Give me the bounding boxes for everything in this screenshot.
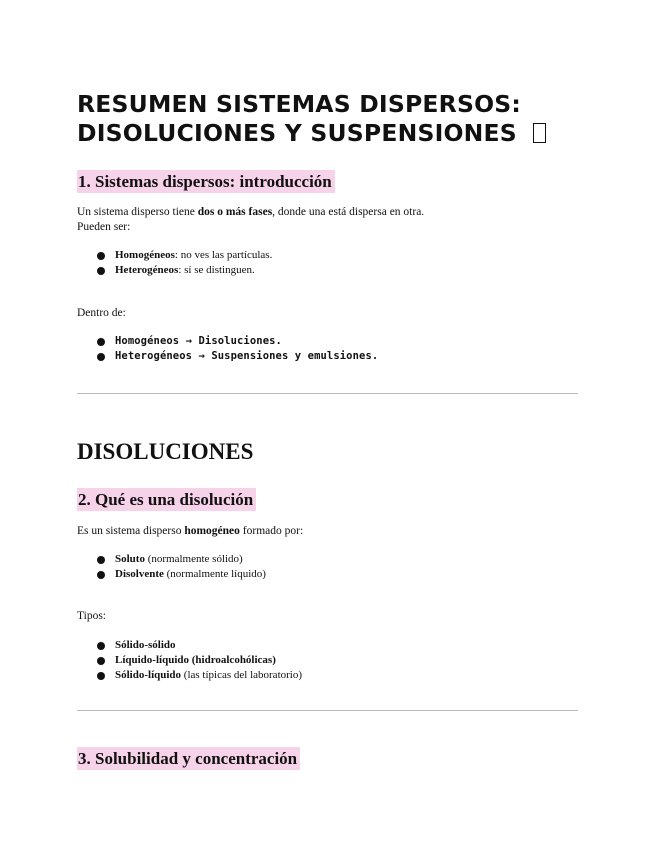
bullet-icon: [97, 267, 105, 275]
list-item: Sólido-líquido (las típicas del laboratorio): [77, 668, 302, 683]
section-2-list: [77, 552, 266, 582]
list-item: Sólido-sólido: [77, 638, 302, 653]
bullet-icon: [97, 672, 105, 680]
section-2-intro: Es un sistema disperso homogéneo formado por:: [77, 525, 304, 537]
list-item: Disolvente (normalmente líquido): [77, 567, 266, 582]
divider: [77, 393, 578, 394]
bullet-icon: [97, 642, 105, 650]
section-1-intro: Un sistema disperso tiene dos o más fases, donde una está dispersa en otra. Pueden ser:: [77, 206, 425, 233]
bullet-icon: [97, 556, 105, 564]
section-2-heading: 2. Qué es una disolución: [77, 488, 256, 511]
list-item: Soluto (normalmente sólido): [77, 552, 266, 567]
bullet-icon: [97, 338, 105, 346]
disoluciones-heading: DISOLUCIONES: [77, 439, 254, 464]
bullet-icon: [97, 657, 105, 665]
dentro-de-label: Dentro de:: [77, 307, 126, 319]
emoji-placeholder-icon: [533, 123, 546, 143]
tipos-list: [77, 638, 302, 683]
section-1-heading: 1. Sistemas dispersos: introducción: [77, 170, 335, 193]
section-1-list: [77, 248, 272, 278]
bullet-icon: [97, 571, 105, 579]
document-title: [77, 90, 637, 148]
divider: [77, 710, 578, 711]
list-item: Heterogéneos: sí se distinguen.: [77, 263, 272, 278]
list-item: Homogéneos: no ves las partículas.: [77, 248, 272, 263]
title-line-1: RESUMEN SISTEMAS DISPERSOS:: [77, 90, 521, 118]
bullet-icon: [97, 252, 105, 260]
section-3-heading: 3. Solubilidad y concentración: [77, 747, 300, 770]
tipos-label: Tipos:: [77, 610, 106, 622]
list-item: Líquido-líquido (hidroalcohólicas): [77, 653, 302, 668]
list-item: Homogéneos → Disoluciones.: [77, 334, 378, 349]
section-1-mono-list: [77, 334, 378, 364]
title-line-2: DISOLUCIONES Y SUSPENSIONES: [77, 119, 517, 147]
bullet-icon: [97, 353, 105, 361]
list-item: Heterogéneos → Suspensiones y emulsiones.: [77, 349, 378, 364]
